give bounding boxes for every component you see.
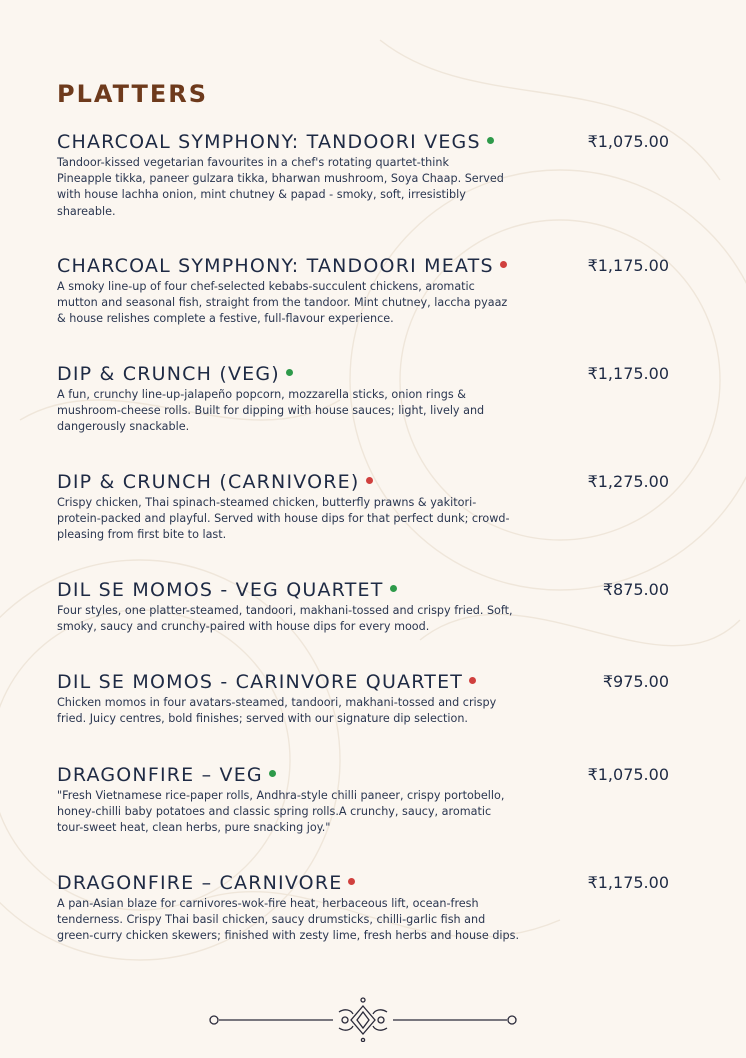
veg-indicator-icon — [390, 585, 397, 592]
menu-item — [57, 470, 669, 544]
item-description: "Fresh Vietnamese rice-paper rolls, Andhra-style chilli paneer, crispy portobello, honey-chilli baby potatoes and classic spring rolls.A crunchy, saucy, aromatic tour-sweet heat, clean herbs, pure snacking joy." — [57, 789, 505, 835]
veg-indicator-icon — [269, 770, 276, 777]
footer-ornament-icon — [205, 996, 521, 1042]
menu-item — [57, 670, 669, 727]
menu-item — [57, 763, 669, 837]
veg-indicator-icon — [487, 137, 494, 144]
nonveg-indicator-icon — [348, 878, 355, 885]
menu-item — [57, 578, 669, 635]
item-price: ₹1,175.00 — [587, 873, 669, 892]
item-price: ₹1,175.00 — [587, 364, 669, 383]
menu-item — [57, 130, 669, 220]
item-price: ₹1,075.00 — [587, 132, 669, 151]
section-title: PLATTERS — [57, 80, 209, 108]
item-description: A fun, crunchy line-up-jalapeño popcorn, mozzarella sticks, onion rings & mushroom-cheese rolls. Built for dipping with house sauces; light, lively and dangerously snackable. — [57, 388, 485, 434]
item-name: DIL SE MOMOS - CARINVORE QUARTET — [57, 671, 464, 693]
nonveg-indicator-icon — [500, 261, 507, 268]
item-description: Crispy chicken, Thai spinach-steamed chicken, butterfly prawns & yakitori- protein-packed and playful. Served with house dips for that perfect dunk; crowd- pleasing from first bite to last. — [57, 496, 510, 542]
item-name: CHARCOAL SYMPHONY: TANDOORI MEATS — [57, 255, 494, 277]
item-price: ₹1,075.00 — [587, 765, 669, 784]
menu-item — [57, 362, 669, 436]
item-price: ₹975.00 — [602, 672, 669, 691]
item-description: A pan-Asian blaze for carnivores-wok-fire heat, herbaceous lift, ocean-fresh tenderness. Crispy Thai basil chicken, saucy drumsticks, chilli-garlic fish and green-curry chicken skewers; finished with zesty lime, fresh herbs and house dips. — [57, 897, 520, 943]
item-name: DRAGONFIRE – VEG — [57, 764, 263, 786]
item-name: DIL SE MOMOS - VEG QUARTET — [57, 579, 384, 601]
nonveg-indicator-icon — [366, 477, 373, 484]
item-description: Tandoor-kissed vegetarian favourites in a chef's rotating quartet-think Pineapple tikka, paneer gulzara tikka, bharwan mushroom, Soya Chaap. Served with house lachha onion, mint chutney & papad - smoky, soft, irresistibly shareable. — [57, 156, 504, 218]
menu-item — [57, 871, 669, 945]
item-price: ₹1,175.00 — [587, 256, 669, 275]
item-description: Four styles, one platter-steamed, tandoori, makhani-tossed and crispy fried. Soft, smoky, saucy and crunchy-paired with house dips for every mood. — [57, 604, 513, 634]
item-price: ₹1,275.00 — [587, 472, 669, 491]
item-name: DRAGONFIRE – CARNIVORE — [57, 872, 343, 894]
nonveg-indicator-icon — [469, 677, 476, 684]
item-name: DIP & CRUNCH (VEG) — [57, 363, 280, 385]
item-price: ₹875.00 — [602, 580, 669, 599]
menu-item — [57, 254, 669, 328]
item-description: A smoky line-up of four chef-selected kebabs-succulent chickens, aromatic mutton and seasonal fish, straight from the tandoor. Mint chutney, laccha pyaaz & house relishes complete a festive, full-flavour experience. — [57, 280, 508, 326]
item-name: DIP & CRUNCH (CARNIVORE) — [57, 471, 360, 493]
veg-indicator-icon — [286, 369, 293, 376]
item-description: Chicken momos in four avatars-steamed, tandoori, makhani-tossed and crispy fried. Juicy centres, bold finishes; served with our signature dip selection. — [57, 696, 497, 726]
item-name: CHARCOAL SYMPHONY: TANDOORI VEGS — [57, 131, 481, 153]
